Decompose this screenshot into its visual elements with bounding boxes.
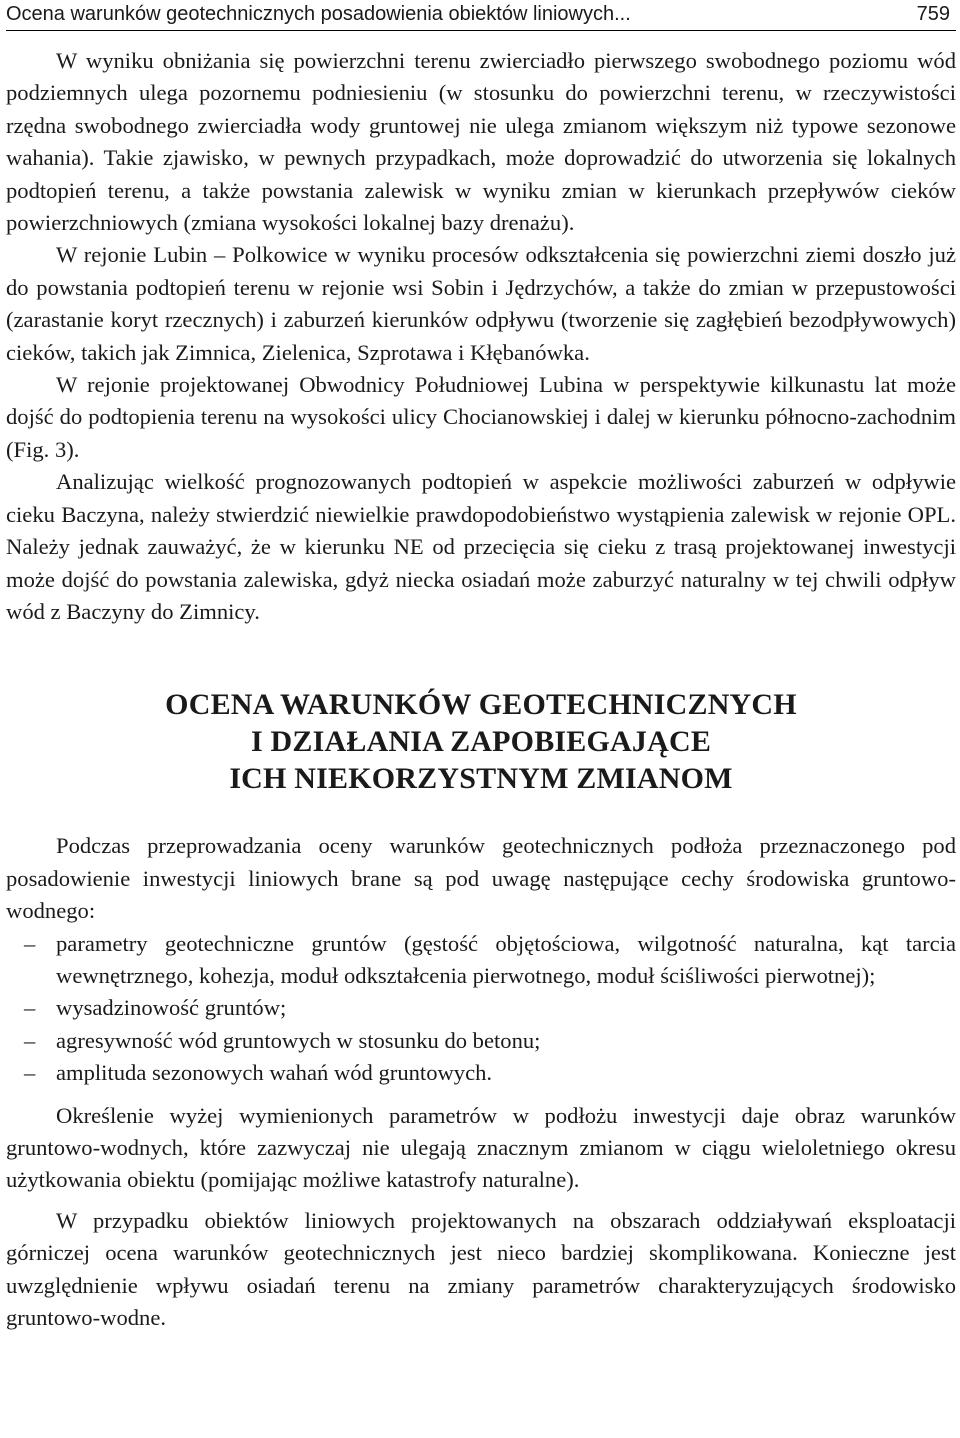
body-text — [6, 45, 956, 1334]
list-item-text: wysadzinowość gruntów; — [56, 995, 287, 1021]
section-title-line: ICH NIEKORZYSTNYM ZMIANOM — [229, 762, 733, 796]
list-item — [6, 928, 956, 993]
paragraph: W wyniku obniżania się powierzchni terenu zwierciadło pierwszego swobodnego poziomu wód podziemnych ulega pozornemu podniesieniu (w stosunku do powierzchni terenu, w rzeczywistości rzędna swobodnego zwierciadła wody gruntowej nie ulega zmianom większym niż typowe sezonowe wahania). Takie zjawisko, w pewnych przypadkach, może doprowadzić do utworzenia się lokalnych podtopień terenu, a także powstania zalewisk w wyniku zmian w kierunkach przepływów cieków powierzchniowych (zmiana wysokości lokalnej bazy drenażu). — [6, 48, 956, 236]
running-header-title: Ocena warunków geotechnicznych posadowienia obiektów liniowych... — [6, 3, 631, 25]
list-dash: – — [24, 995, 36, 1021]
list-item-text: parametry geotechniczne gruntów (gęstość objętościowa, wilgotność naturalna, kąt tarcia wewnętrznego, kohezja, moduł odkształcenia pierwotnego, moduł ściśliwości pierwotnej); — [56, 930, 956, 988]
list-dash: – — [24, 930, 36, 956]
paragraph: W przypadku obiektów liniowych projektowanych na obszarach oddziaływań eksploatacji górniczej ocena warunków geotechnicznych jest nieco bardziej skomplikowana. Konieczne jest uwzględnienie wpływu osiadań terenu na zmiany parametrów charakteryzujących środowisko gruntowo-wodne. — [6, 1207, 956, 1330]
section-title-line: OCENA WARUNKÓW GEOTECHNICZNYCH — [165, 688, 797, 722]
parameter-list — [6, 928, 956, 1090]
intro-paragraph: Podczas przeprowadzania oceny warunków geotechnicznych podłoża przeznaczonego pod posadowienie inwestycji liniowych brane są pod uwagę następujące cechy środowiska gruntowo-wodnego: — [6, 833, 956, 924]
list-item — [6, 1057, 956, 1089]
section-title — [6, 686, 956, 797]
list-item-text: agresywność wód gruntowych w stosunku do betonu; — [56, 1027, 541, 1053]
section-title-line: I DZIAŁANIA ZAPOBIEGAJĄCE — [250, 725, 712, 759]
paragraph: W rejonie projektowanej Obwodnicy Południowej Lubina w perspektywie kilkunastu lat może dojść do podtopienia terenu na wysokości ulicy Chocianowskiej i dalej w kierunku północno-zachodnim (Fig. 3). — [6, 372, 956, 462]
list-dash: – — [24, 1060, 36, 1086]
list-item — [6, 992, 956, 1024]
paragraph: Określenie wyżej wymienionych parametrów w podłożu inwestycji daje obraz warunków gruntowo-wodnych, które zazwyczaj nie ulegają znacznym zmianom w ciągu wieloletniego okresu użytkowania obiektu (pomijając możliwe katastrofy naturalne). — [6, 1102, 956, 1193]
list-item — [6, 1025, 956, 1057]
paragraph: W rejonie Lubin – Polkowice w wyniku procesów odkształcenia się powierzchni ziemi doszło już do powstania podtopień terenu w rejonie wsi Sobin i Jędrzychów, a także do zmian w przepustowości (zarastanie koryt rzecznych) i zaburzeń kierunków odpływu (tworzenie się zagłębień bezodpływowych) cieków, takich jak Zimnica, Zielenica, Szprotawa i Kłębanówka. — [6, 242, 956, 365]
running-header — [6, 0, 956, 31]
paragraph: Analizując wielkość prognozowanych podtopień w aspekcie możliwości zaburzeń w odpływie cieku Baczyna, należy stwierdzić niewielkie prawdopodobieństwo wystąpienia zalewisk w rejonie OPL. Należy jednak zauważyć, że w kierunku NE od przecięcia się cieku z trasą projektowanej inwestycji może dojść do powstania zalewiska, gdyż niecka osiadań może zaburzyć naturalny w tej chwili odpływ wód z Baczyny do Zimnicy. — [6, 469, 956, 624]
page-number: 759 — [916, 3, 950, 25]
list-dash: – — [24, 1027, 36, 1053]
list-item-text: amplituda sezonowych wahań wód gruntowych. — [56, 1060, 493, 1086]
